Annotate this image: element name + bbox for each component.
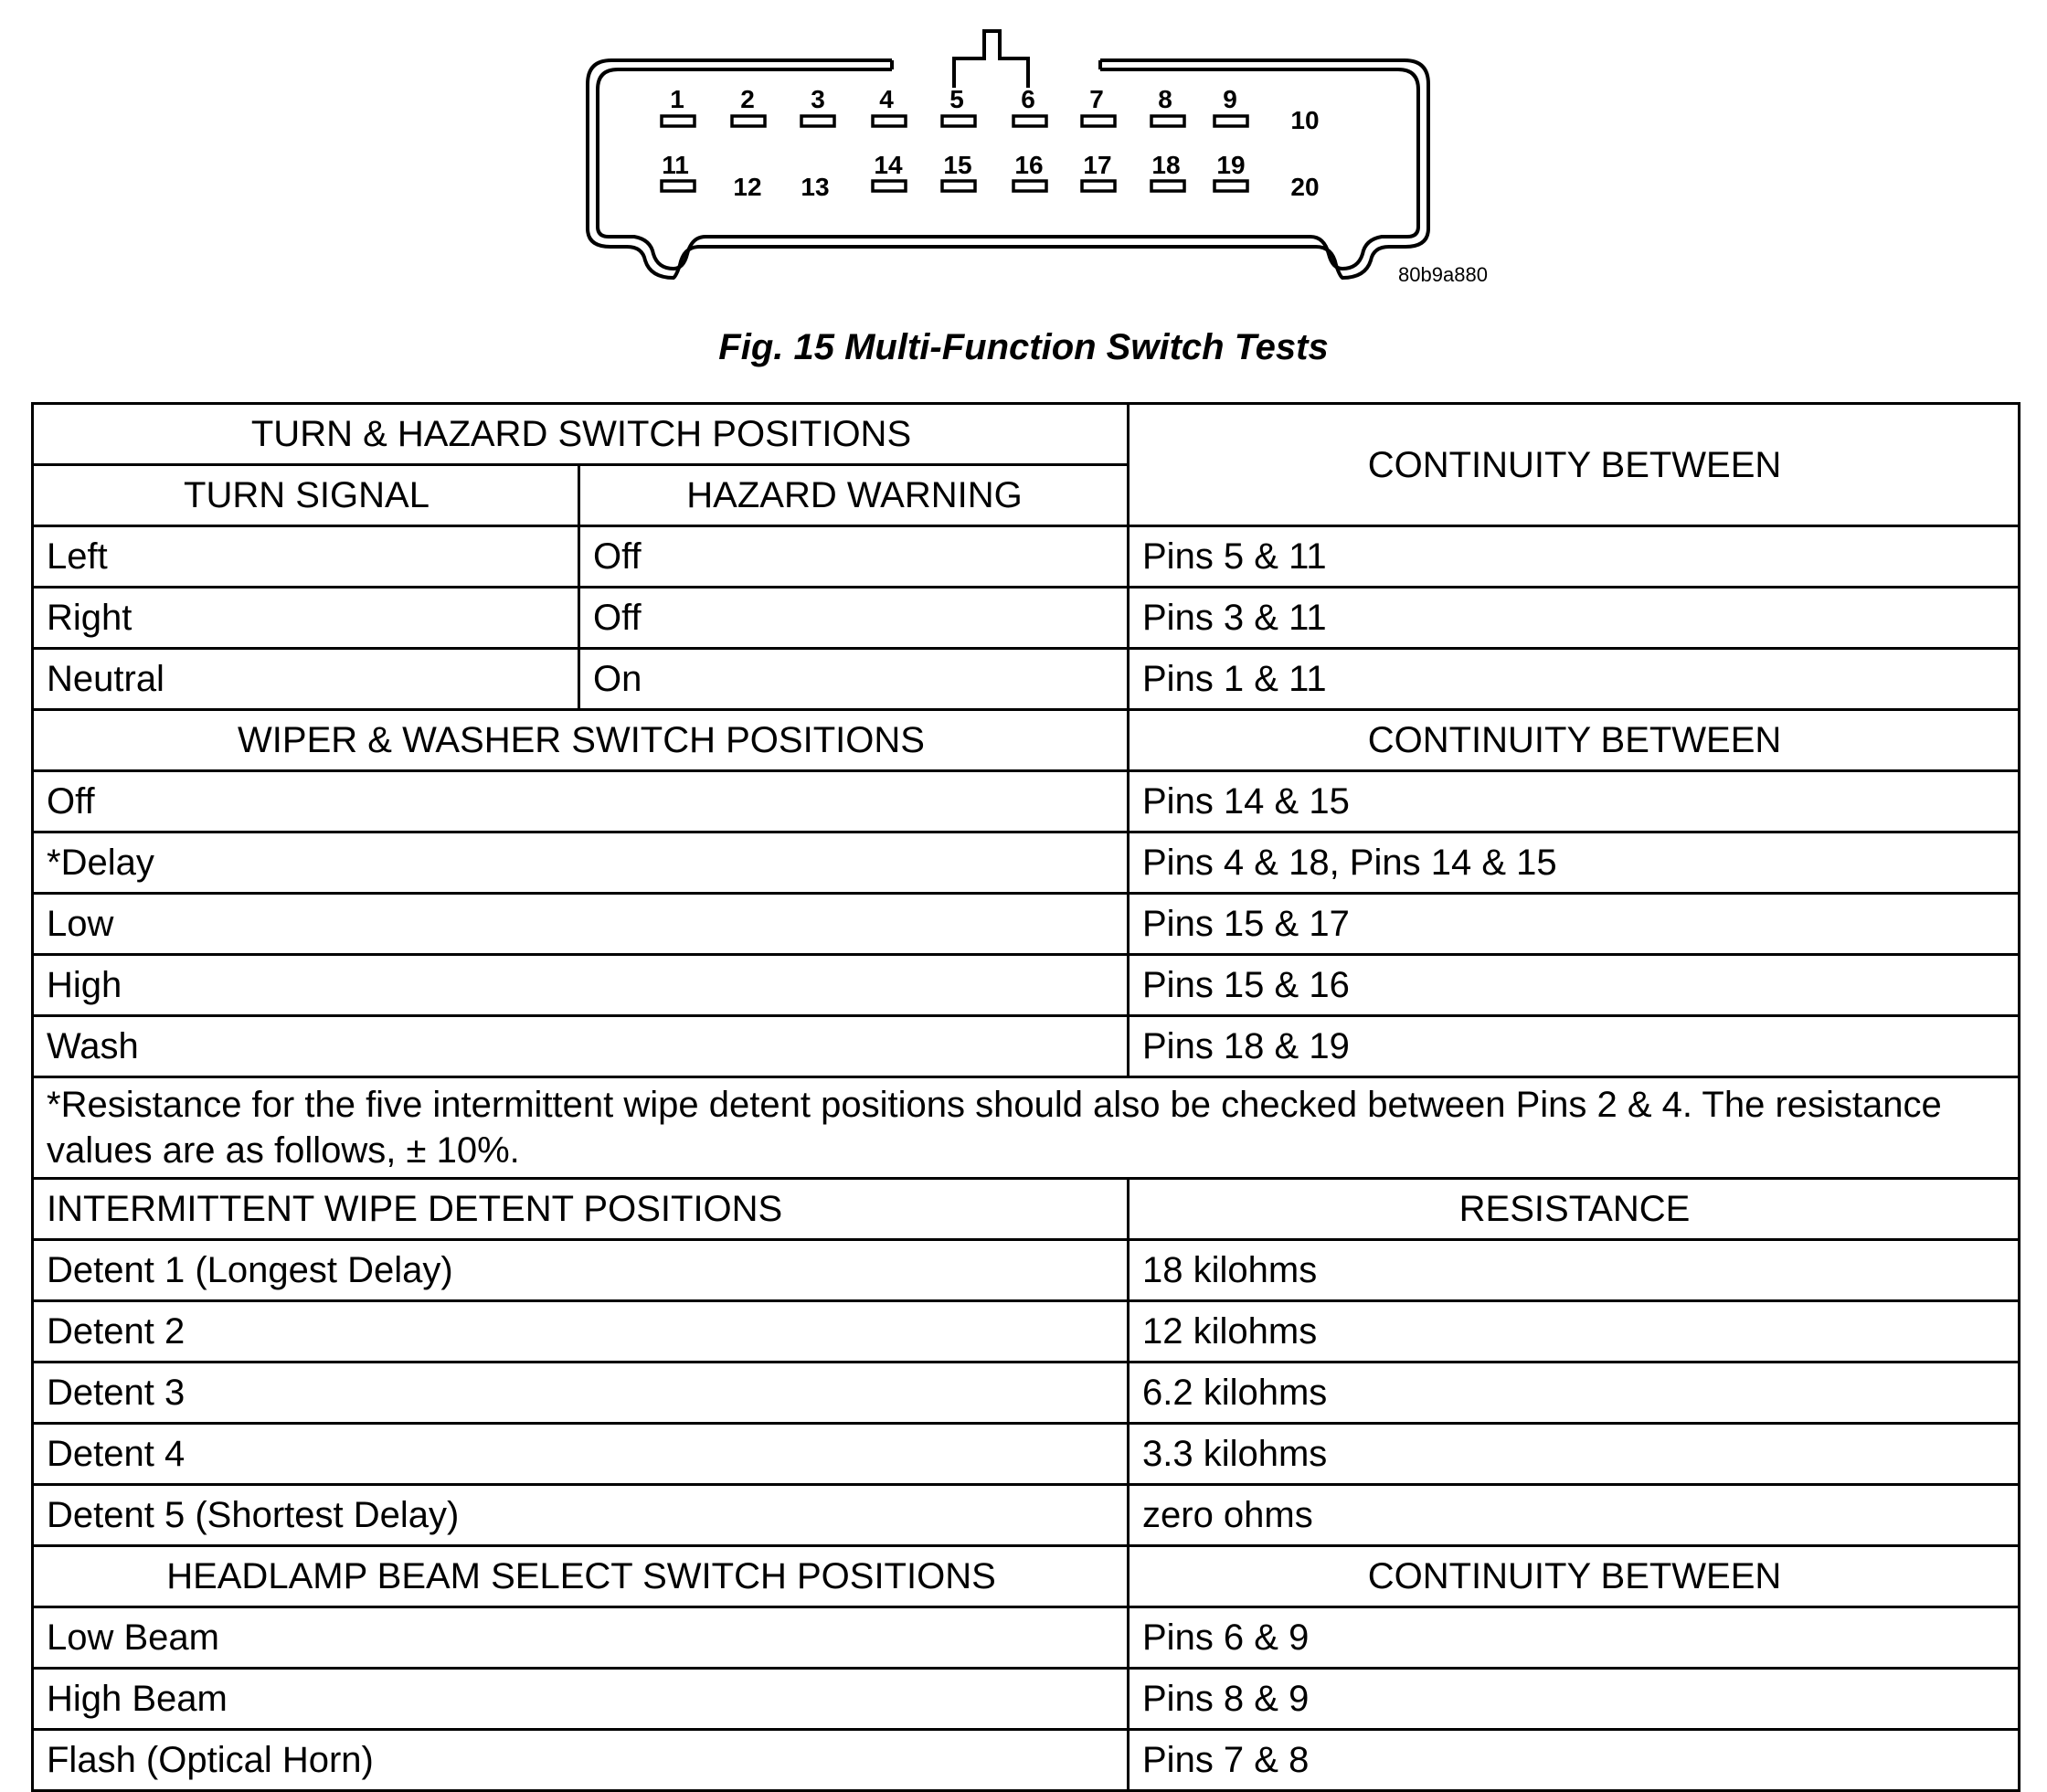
pin-label: 17	[1083, 151, 1112, 179]
wiper-washer-title: WIPER & WASHER SWITCH POSITIONS	[33, 710, 1129, 771]
resistance-cell: 6.2 kilohms	[1129, 1363, 2020, 1424]
resistance-note: *Resistance for the five intermittent wipe detent positions should also be checked between Pins 2 & 4. The resistance values are as follows, ± 10%.	[33, 1077, 2020, 1179]
detent-cell: Detent 2	[33, 1301, 1129, 1363]
pin-label: 8	[1158, 85, 1172, 113]
section-header-row	[33, 710, 2020, 771]
hazard-cell: Off	[579, 526, 1129, 588]
pin-label: 15	[943, 151, 972, 179]
resistance-cell: 12 kilohms	[1129, 1301, 2020, 1363]
table-row	[33, 955, 2020, 1016]
turn-signal-cell: Neutral	[33, 649, 579, 710]
connector-diagram	[0, 0, 2047, 302]
table-row	[33, 1424, 2020, 1485]
hazard-cell: On	[579, 649, 1129, 710]
switch-test-table	[31, 402, 2020, 1792]
resistance-cell: 18 kilohms	[1129, 1240, 2020, 1301]
pin-label: 20	[1290, 173, 1320, 201]
continuity-header: CONTINUITY BETWEEN	[1129, 1546, 2020, 1607]
drawing-code: 80b9a880	[1398, 263, 1488, 286]
wiper-position-cell: Wash	[33, 1016, 1129, 1077]
continuity-cell: Pins 14 & 15	[1129, 771, 2020, 832]
detent-cell: Detent 1 (Longest Delay)	[33, 1240, 1129, 1301]
wiper-position-cell: Off	[33, 771, 1129, 832]
wiper-position-cell: High	[33, 955, 1129, 1016]
pin-label: 2	[740, 85, 755, 113]
pin-label: 1	[670, 85, 684, 113]
table-row	[33, 649, 2020, 710]
section-header-row	[33, 1546, 2020, 1607]
pin-label: 16	[1014, 151, 1044, 179]
continuity-cell: Pins 15 & 17	[1129, 894, 2020, 955]
pin-numbers	[662, 85, 1319, 201]
headlamp-title: HEADLAMP BEAM SELECT SWITCH POSITIONS	[33, 1546, 1129, 1607]
hazard-warning-header: HAZARD WARNING	[579, 465, 1129, 526]
pin-label: 19	[1216, 151, 1246, 179]
continuity-cell: Pins 4 & 18, Pins 14 & 15	[1129, 832, 2020, 894]
resistance-header: RESISTANCE	[1129, 1179, 2020, 1240]
intermittent-title: INTERMITTENT WIPE DETENT POSITIONS	[33, 1179, 1129, 1240]
section-header-row	[33, 404, 2020, 465]
continuity-header: CONTINUITY BETWEEN	[1129, 710, 2020, 771]
pin-label: 3	[811, 85, 825, 113]
pin-label: 14	[874, 151, 903, 179]
pin-label: 12	[733, 173, 762, 201]
beam-position-cell: Flash (Optical Horn)	[33, 1730, 1129, 1791]
pin-label: 6	[1021, 85, 1035, 113]
table-row	[33, 894, 2020, 955]
pin-label: 5	[949, 85, 964, 113]
table-row	[33, 1016, 2020, 1077]
resistance-cell: 3.3 kilohms	[1129, 1424, 2020, 1485]
continuity-cell: Pins 6 & 9	[1129, 1607, 2020, 1669]
table-row	[33, 1363, 2020, 1424]
detent-cell: Detent 5 (Shortest Delay)	[33, 1485, 1129, 1546]
turn-signal-header: TURN SIGNAL	[33, 465, 579, 526]
table-row	[33, 1301, 2020, 1363]
continuity-cell: Pins 1 & 11	[1129, 649, 2020, 710]
continuity-cell: Pins 5 & 11	[1129, 526, 2020, 588]
table-row	[33, 771, 2020, 832]
note-row	[33, 1077, 2020, 1179]
continuity-cell: Pins 15 & 16	[1129, 955, 2020, 1016]
continuity-header: CONTINUITY BETWEEN	[1129, 404, 2020, 526]
detent-cell: Detent 3	[33, 1363, 1129, 1424]
hazard-cell: Off	[579, 588, 1129, 649]
continuity-cell: Pins 18 & 19	[1129, 1016, 2020, 1077]
table-row	[33, 526, 2020, 588]
table-row	[33, 1240, 2020, 1301]
beam-position-cell: Low Beam	[33, 1607, 1129, 1669]
pin-label: 10	[1290, 106, 1320, 134]
pin-label: 18	[1151, 151, 1181, 179]
pin-label: 4	[879, 85, 894, 113]
pin-label: 9	[1223, 85, 1237, 113]
connector-outline	[588, 31, 1428, 278]
continuity-cell: Pins 8 & 9	[1129, 1669, 2020, 1730]
table-row	[33, 1485, 2020, 1546]
table-row	[33, 1669, 2020, 1730]
beam-position-cell: High Beam	[33, 1669, 1129, 1730]
turn-hazard-title: TURN & HAZARD SWITCH POSITIONS	[33, 404, 1129, 465]
figure-caption: Fig. 15 Multi-Function Switch Tests	[718, 327, 1329, 367]
pin-label: 7	[1089, 85, 1104, 113]
table-row	[33, 832, 2020, 894]
table-row	[33, 1730, 2020, 1791]
table-row	[33, 588, 2020, 649]
table-row	[33, 1607, 2020, 1669]
turn-signal-cell: Left	[33, 526, 579, 588]
continuity-cell: Pins 3 & 11	[1129, 588, 2020, 649]
continuity-cell: Pins 7 & 8	[1129, 1730, 2020, 1791]
detent-cell: Detent 4	[33, 1424, 1129, 1485]
pin-label: 11	[662, 151, 689, 179]
turn-signal-cell: Right	[33, 588, 579, 649]
pin-label: 13	[801, 173, 830, 201]
resistance-cell: zero ohms	[1129, 1485, 2020, 1546]
wiper-position-cell: Low	[33, 894, 1129, 955]
wiper-position-cell: *Delay	[33, 832, 1129, 894]
section-header-row	[33, 1179, 2020, 1240]
